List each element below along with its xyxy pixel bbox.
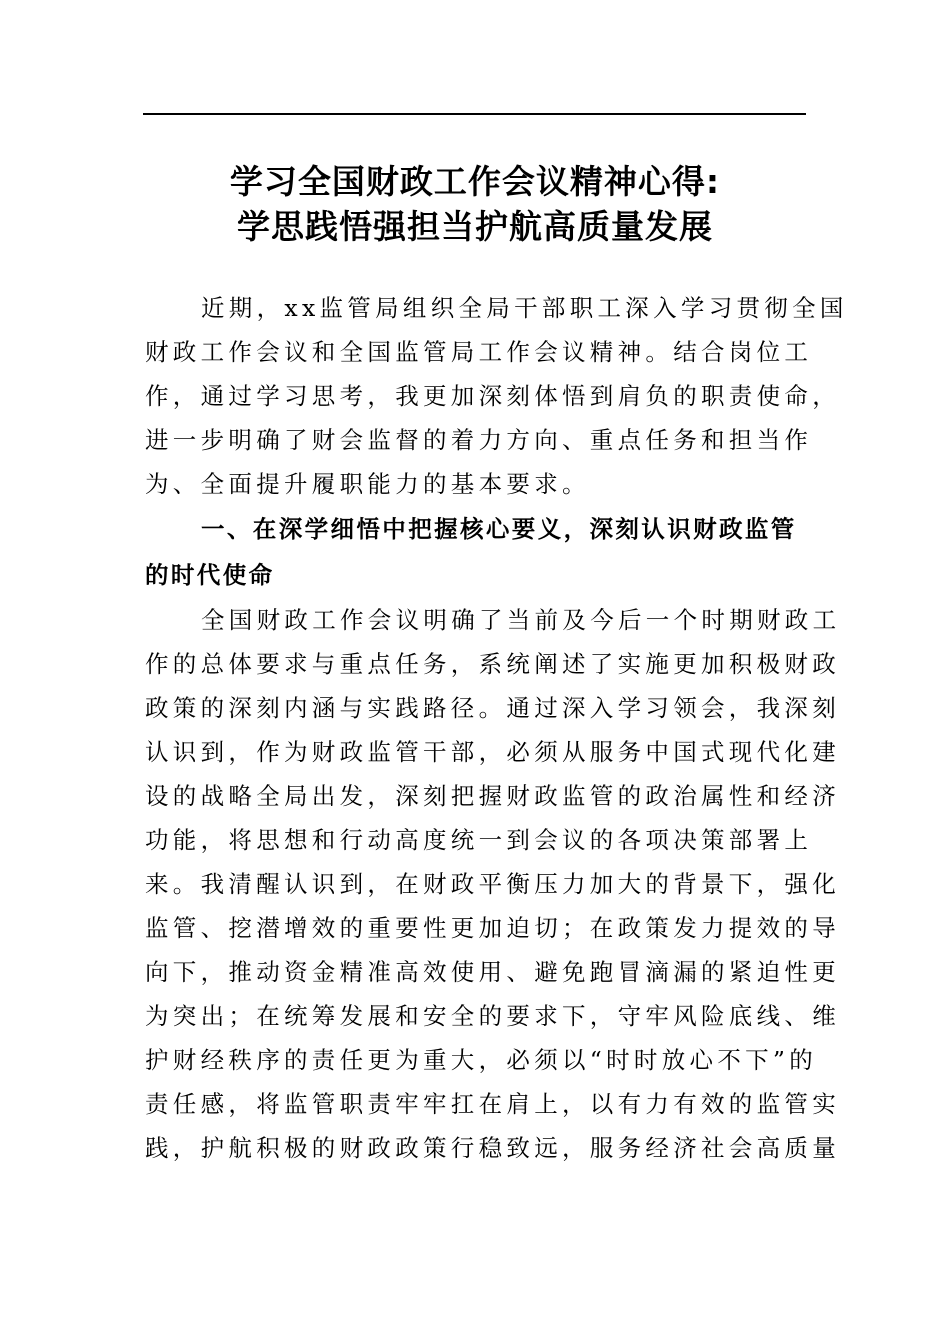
text-line: 为、全面提升履职能力的基本要求。 [145, 470, 590, 498]
text-line: 作的总体要求与重点任务，系统阐述了实施更加积极财政 [145, 650, 840, 678]
text-line: 来。我清醒认识到，在财政平衡压力加大的背景下，强化 [145, 870, 840, 898]
text-line: 进一步明确了财会监督的着力方向、重点任务和担当作 [145, 426, 813, 454]
document-body [145, 286, 848, 1170]
text-line: 认识到，作为财政监管干部，必须从服务中国式现代化建 [145, 738, 840, 766]
section-heading [145, 506, 795, 598]
text-line: 近期，xx监管局组织全局干部职工深入学习贯彻全国 [201, 294, 848, 322]
text-line: 作，通过学习思考，我更加深刻体悟到肩负的职责使命， [145, 382, 840, 410]
text-line: 财政工作会议和全国监管局工作会议精神。结合岗位工 [145, 338, 813, 366]
heading-line: 的时代使命 [145, 561, 275, 589]
document-title-line-2: 学思践悟强担当护航高质量发展 [237, 207, 713, 246]
text-line: 责任感，将监管职责牢牢扛在肩上，以有力有效的监管实 [145, 1090, 840, 1118]
text-line: 为突出；在统筹发展和安全的要求下，守牢风险底线、维 [145, 1002, 840, 1030]
text-line: 向下，推动资金精准高效使用、避免跑冒滴漏的紧迫性更 [145, 958, 840, 986]
text-line: 践，护航积极的财政政策行稳致远，服务经济社会高质量 [145, 1134, 840, 1162]
text-line: 功能，将思想和行动高度统一到会议的各项决策部署上 [145, 826, 813, 854]
intro-paragraph [145, 286, 848, 506]
heading-line: 一、在深学细悟中把握核心要义，深刻认识财政监管 [201, 515, 797, 543]
text-line: 政策的深刻内涵与实践路径。通过深入学习领会，我深刻 [145, 694, 840, 722]
text-line: 全国财政工作会议明确了当前及今后一个时期财政工 [201, 606, 841, 634]
header-rule [143, 113, 806, 115]
text-line: 护财经秩序的责任更为重大，必须以“时时放心不下”的 [145, 1046, 818, 1074]
text-line: 设的战略全局出发，深刻把握财政监管的政治属性和经济 [145, 782, 840, 810]
document-title-line-1: 学习全国财政工作会议精神心得: [229, 162, 721, 201]
section-paragraph [145, 598, 841, 1170]
text-line: 监管、挖潜增效的重要性更加迫切；在政策发力提效的导 [145, 914, 840, 942]
